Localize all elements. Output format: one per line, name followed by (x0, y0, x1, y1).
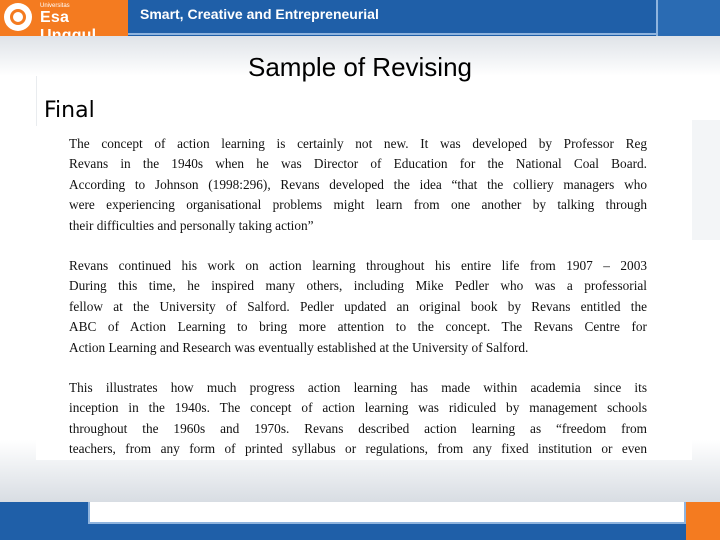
text-line: were experiencing organisational problems might learn from one another by talking through (69, 197, 647, 213)
text-line: The concept of action learning is certainly not new. It was developed by Professor Reg (69, 136, 647, 151)
text-line: According to Johnson (1998:296), Revans developed the idea “that the colliery managers who (69, 176, 647, 192)
left-side-panel (0, 76, 37, 240)
paragraph-3 (69, 378, 647, 460)
university-logo (0, 0, 128, 36)
text-line: ABC of Action Learning to bring more attention to the concept. The Revans Centre for (69, 319, 647, 335)
header-right-panel (656, 0, 720, 36)
logo-small-text: Universitas (40, 3, 70, 9)
right-side-panel (692, 120, 720, 240)
text-line: This illustrates how much progress action learning has made within academia since its (69, 380, 647, 395)
text-line: fellow at the University of Salford. Pedler updated an original book by Revans entitled the (69, 298, 647, 314)
logo-name: Esa (40, 9, 70, 26)
slide-subtitle: Final (44, 98, 95, 123)
slide-title: Sample of Revising (248, 52, 472, 82)
paragraph-2 (69, 256, 647, 358)
text-line: inception in the 1940s. The concept of action learning was ridiculed by management schools (69, 400, 647, 416)
text-line: Action Learning and Research was eventually established at the University of Salford. (69, 339, 529, 355)
text-line: their difficulties and personally taking action” (69, 217, 314, 233)
logo-emblem-icon (4, 3, 32, 31)
paragraph-1 (69, 134, 647, 236)
footer-inner-panel (88, 502, 686, 524)
text-line: Revans continued his work on action learning throughout his entire life from 1907 – 2003 (69, 258, 647, 273)
text-line: throughout the 1960s and 1970s. Revans described action learning as “freedom from (69, 420, 647, 436)
header-divider (128, 33, 658, 35)
footer-accent (686, 502, 720, 540)
text-line: teachers, from any form of printed syllabus or regulations, from any fixed institution or even (69, 441, 647, 457)
header-tagline: Smart, Creative and Entrepreneurial (140, 6, 379, 22)
text-line: Revans in the 1940s when he was Director of Education for the National Coal Board. (69, 156, 647, 172)
text-line: During this time, he inspired many others, including Mike Pedler who was a professorial (69, 278, 647, 294)
scanned-document (36, 126, 692, 460)
